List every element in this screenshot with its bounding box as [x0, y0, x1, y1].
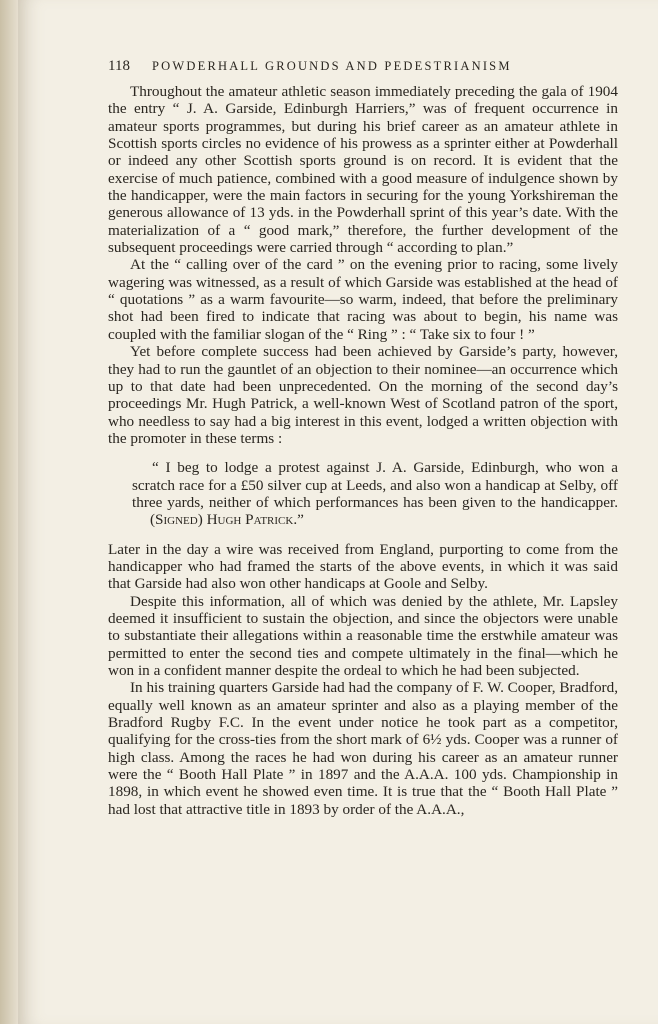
book-page — [18, 0, 658, 1024]
page-gutter — [0, 0, 18, 1024]
paragraph-3: Yet before complete success had been achieved by Garside’s party, however, they had to run the gauntlet of an objection to their nominee—an occurrence which up to that date had been unprecedented. On the morning of the second day’s proceedings Mr. Hugh Patrick, a well-known West of Scotland patron of the sport, who needless to say had a big interest in this event, lodged a written objection with the promoter in these terms : — [108, 343, 618, 447]
paragraph-2: At the “ calling over of the card ” on the evening prior to racing, some lively wagering was witnessed, as a result of which Garside was established at the head of “ quotations ” as a warm favourite—so warm, indeed, that before the preliminary shot had been fired to indicate that racing was about to begin, his name was coupled with the familiar slogan of the “ Ring ” : “ Take six to four ! ” — [108, 256, 618, 343]
paragraph-1: Throughout the amateur athletic season immediately preceding the gala of 1904 the entry “ J. A. Garside, Edinburgh Harriers,” was of frequent occurrence in amateur sports programmes, but during his brief career as an amateur athlete in Scottish sports circles no evidence of his prowess as a sprinter either at Powderhall or indeed any other Scottish sports ground is on record. It is evident that the exercise of much patience, combined with a good measure of indulgence shown by the handicapper, were the main factors in securing for the young Yorkshireman the generous allowance of 13 yds. in the Powderhall sprint of this year’s date. With the materialization of a “ good mark,” therefore, the further development of the subsequent proceedings were carried through “ according to plan.” — [108, 83, 618, 257]
page-content — [108, 58, 618, 818]
paragraph-6: In his training quarters Garside had had the company of F. W. Cooper, Bradford, equally well known as an amateur sprinter and also as a playing member of the Bradford Rugby F.C. In the event under notice he took part as a competitor, qualifying for the cross-ties from the short mark of 6½ yds. Cooper was a runner of high class. Among the races he had won during his career as an amateur runner were the “ Booth Hall Plate ” in 1897 and the A.A.A. 100 yds. Championship in 1898, in which event he showed even time. It is true that the “ Booth Hall Plate ” had lost that attractive title in 1893 by order of the A.A.A., — [108, 679, 618, 818]
page-number: 118 — [108, 58, 130, 74]
block-quote — [132, 459, 618, 528]
paragraph-4: Later in the day a wire was received from England, purporting to come from the handicapper who had framed the starts of the above events, in which it was said that Garside had also won other handicaps at Goole and Selby. — [108, 540, 618, 593]
quote-text: “ I beg to lodge a protest against J. A. Garside, Edinburgh, who won a scratch race for a £50 silver cup at Leeds, and also won a handicap at Selby, off three yards, neither of which performances has been given to the handicapper. — [132, 459, 618, 511]
paragraph-5: Despite this information, all of which was denied by the athlete, Mr. Lapsley deemed it insufficient to sustain the objection, and since the objectors were unable to substantiate their allegations within a reasonable time the erstwhile amateur was permitted to enter the second ties and compete ultimately in the final—which he won in a confident manner despite the ordeal to which he had been subjected. — [108, 592, 618, 679]
running-title: POWDERHALL GROUNDS AND PEDESTRIANISM — [152, 59, 512, 73]
quote-signature: (Signed) Hugh Patrick.” — [150, 511, 304, 529]
page-header — [108, 58, 618, 75]
